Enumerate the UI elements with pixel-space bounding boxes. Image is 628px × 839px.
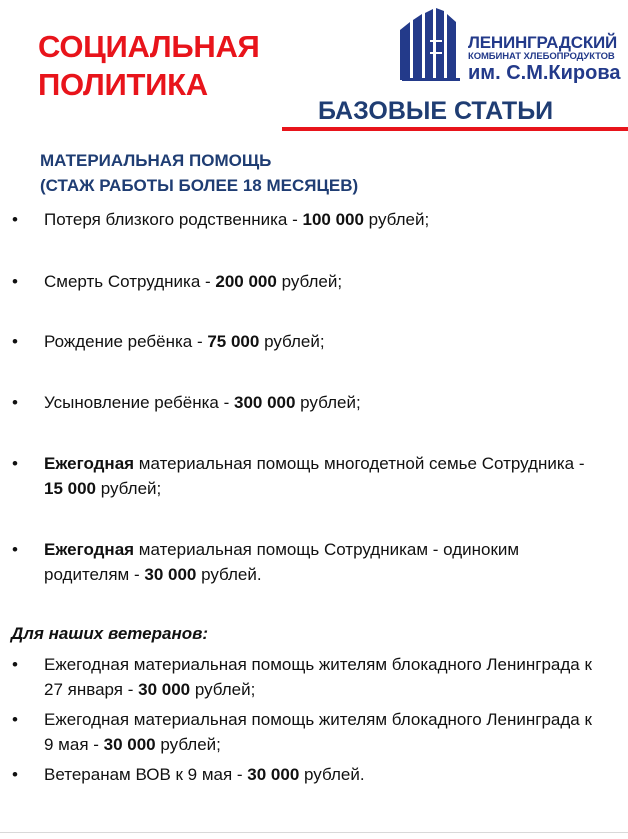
- bullet: •: [12, 332, 18, 351]
- benefit-amount: 30 000: [247, 765, 300, 784]
- bullet: •: [12, 454, 18, 473]
- company-logo-text: [468, 34, 621, 83]
- bullet: •: [12, 540, 18, 559]
- benefit-amount: 30 000: [103, 735, 156, 754]
- logo-line1: ЛЕНИНГРАДСКИЙ: [468, 33, 618, 52]
- list-item: • Ежегодная материальная помощь Сотрудникам - одиноким родителям - 30 000 рублей.: [44, 537, 604, 587]
- list-item: • Ежегодная материальная помощь многодетной семье Сотрудника - 15 000 рублей;: [44, 451, 604, 501]
- list-item: • Потеря близкого родственника - 100 000 рублей;: [44, 207, 604, 232]
- benefit-amount: 30 000: [144, 565, 197, 584]
- benefit-amount: 30 000: [138, 680, 191, 699]
- logo-line3: им. С.М.Кирова: [468, 61, 621, 84]
- page-title-line2: ПОЛИТИКА: [38, 67, 208, 102]
- list-item: • Ежегодная материальная помощь жителям блокадного Ленинграда к 9 мая - 30 000 рублей;: [44, 707, 604, 757]
- bullet: •: [12, 710, 18, 729]
- page-title-line1: СОЦИАЛЬНАЯ: [38, 29, 260, 64]
- bullet: •: [12, 765, 18, 784]
- section-heading: [40, 148, 358, 198]
- logo-line2: КОМБИНАТ ХЛЕБОПРОДУКТОВ: [468, 51, 615, 62]
- list-item: • Смерть Сотрудника - 200 000 рублей;: [44, 269, 604, 294]
- benefit-amount: 75 000: [207, 332, 260, 351]
- bullet: •: [12, 393, 18, 412]
- benefit-amount: 15 000: [44, 479, 96, 498]
- list-item: • Ветеранам ВОВ к 9 мая - 30 000 рублей.: [44, 762, 604, 787]
- benefit-amount: 300 000: [233, 393, 296, 412]
- list-item: • Ежегодная материальная помощь жителям блокадного Ленинграда к 27 января - 30 000 рублей;: [44, 652, 604, 702]
- bullet: •: [12, 272, 18, 291]
- page-title: [38, 28, 260, 104]
- list-item: • Рождение ребёнка - 75 000 рублей;: [44, 329, 604, 354]
- list-item: • Усыновление ребёнка - 300 000 рублей;: [44, 390, 604, 415]
- benefit-amount: 200 000: [215, 272, 277, 291]
- veterans-heading: Для наших ветеранов:: [11, 624, 209, 643]
- benefit-amount: 100 000: [302, 210, 364, 229]
- bullet: •: [12, 655, 18, 674]
- bullet: •: [12, 210, 18, 229]
- section-heading-line2: (СТАЖ РАБОТЫ БОЛЕЕ 18 МЕСЯЦЕВ): [40, 176, 359, 195]
- subtitle-divider: [282, 127, 628, 131]
- bottom-divider: [0, 832, 628, 833]
- page-subtitle: БАЗОВЫЕ СТАТЬИ: [318, 97, 554, 125]
- section-heading-line1: МАТЕРИАЛЬНАЯ ПОМОЩЬ: [40, 151, 272, 170]
